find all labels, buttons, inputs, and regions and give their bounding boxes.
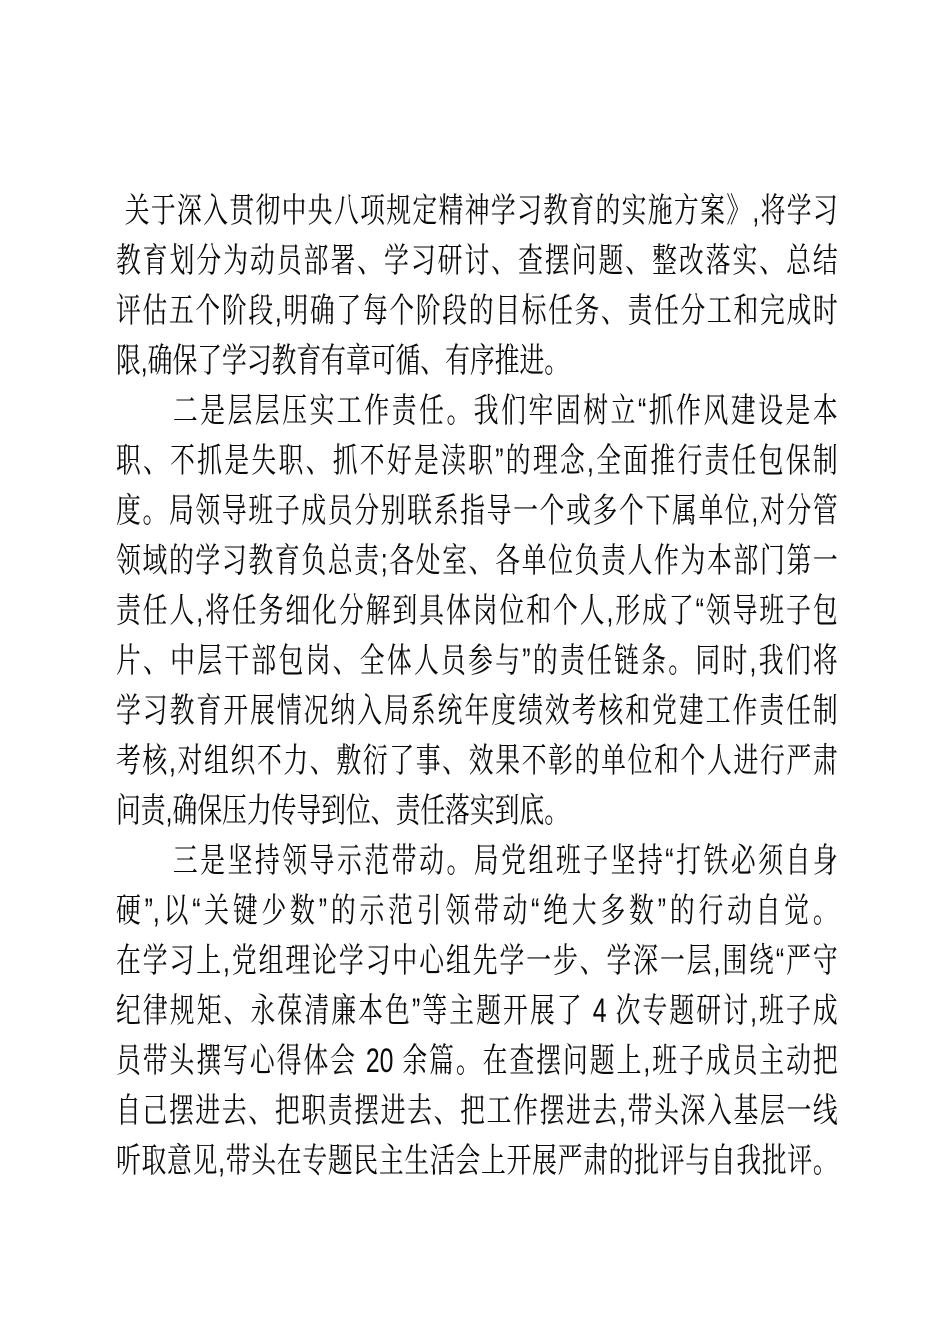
text-line: 教育划分为动员部署、学习研讨、查摆问题、整改落实、总结 [116,242,838,280]
text-line: 考核,对组织不力、敷衍了事、效果不彰的单位和个人进行严肃 [116,742,838,780]
text-line: 在学习上,党组理论学习中心组先学一步、学深一层,围绕“严守 [116,942,838,980]
text-line: 片、中层干部包岗、全体人员参与”的责任链条。同时,我们将 [116,642,838,680]
text-line: 纪律规矩、永葆清廉本色”等主题开展了 4 次专题研讨,班子成 [116,992,838,1030]
text-line: 问责,确保压力传导到位、责任落实到底。 [116,792,570,830]
text-line: 责任人,将任务细化分解到具体岗位和个人,形成了“领导班子包 [116,592,838,630]
text-line: 度。局领导班子成员分别联系指导一个或多个下属单位,对分管 [116,492,838,530]
text-line: 听取意见,带头在专题民主生活会上开展严肃的批评与自我批评。 [116,1142,838,1180]
text-line: 关于深入贯彻中央八项规定精神学习教育的实施方案》,将学习 [124,192,838,230]
text-line: 领域的学习教育负总责;各处室、各单位负责人作为本部门第一 [116,542,838,580]
text-line: 自己摆进去、把职责摆进去、把工作摆进去,带头深入基层一线 [116,1092,838,1130]
text-line: 限,确保了学习教育有章可循、有序推进。 [116,342,570,380]
text-line: 学习教育开展情况纳入局系统年度绩效考核和党建工作责任制 [116,692,838,730]
text-line: 评估五个阶段,明确了每个阶段的目标任务、责任分工和完成时 [116,292,838,330]
text-line: 职、不抓是失职、抓不好是渎职”的理念,全面推行责任包保制 [116,442,838,480]
text-line: 三是坚持领导示范带动。局党组班子坚持“打铁必须自身 [172,842,838,880]
body-text [116,186,950,1186]
text-line: 员带头撰写心得体会 20 余篇。在查摆问题上,班子成员主动把 [116,1042,838,1080]
text-line: 二是层层压实工作责任。我们牢固树立“抓作风建设是本 [172,392,838,430]
text-line: 硬”,以“关键少数”的示范引领带动“绝大多数”的行动自觉。 [116,892,838,930]
